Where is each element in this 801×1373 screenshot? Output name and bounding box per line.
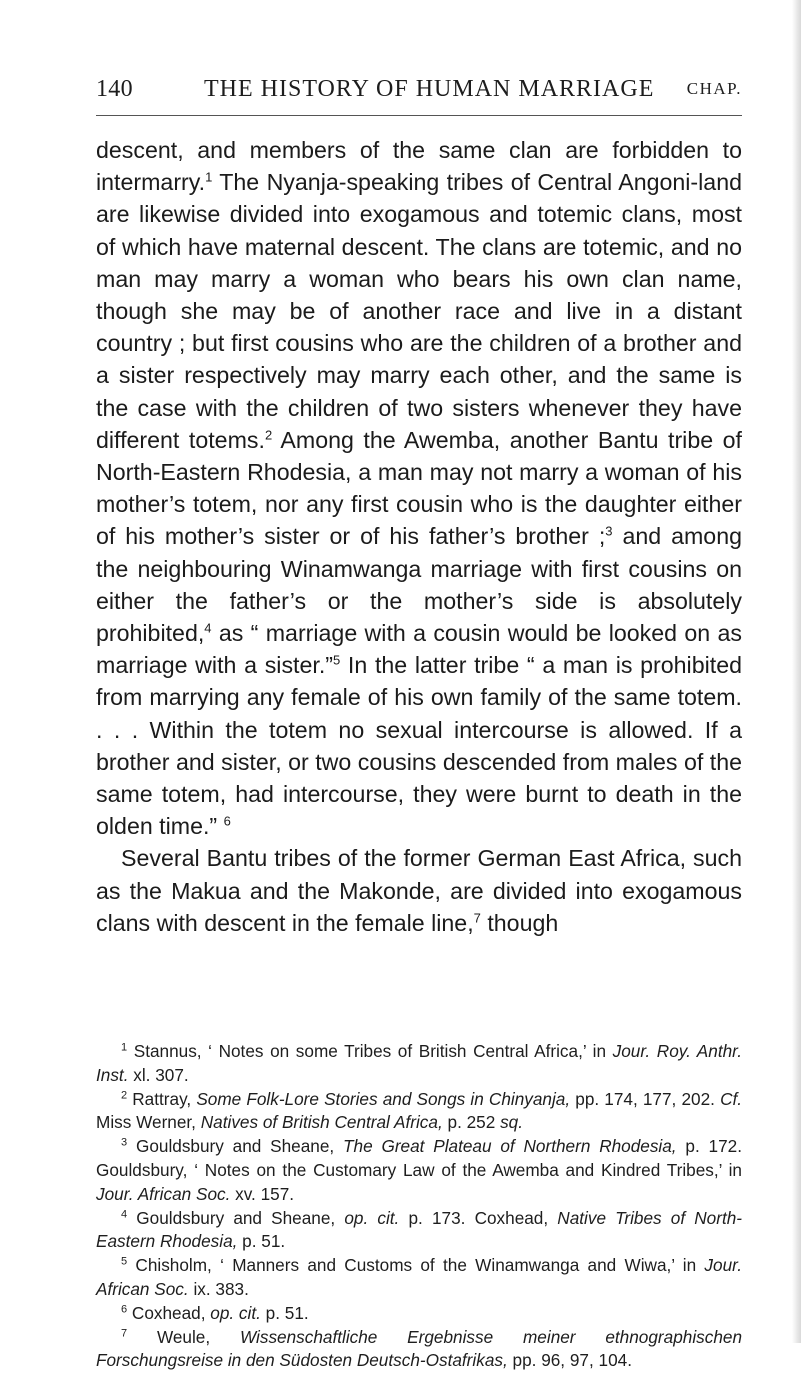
footnote-number: 4 xyxy=(121,1207,128,1220)
text-run: Weule, xyxy=(156,1326,240,1347)
footnote xyxy=(96,1326,742,1373)
page-number: 140 xyxy=(96,76,133,102)
running-header xyxy=(96,76,742,106)
text-run: Rattray, xyxy=(132,1088,197,1109)
footnote-number: 5 xyxy=(121,1255,128,1268)
footnote-ref: 4 xyxy=(204,620,212,636)
footnote-number: 7 xyxy=(121,1326,128,1339)
text-run: pp. 174, 177, 202. xyxy=(570,1088,721,1109)
italic-text: sq. xyxy=(500,1112,524,1133)
text-run: p. 173. Coxhead, xyxy=(399,1207,558,1228)
italic-text: Some Folk-Lore Stories and Songs in Chinyanja, xyxy=(196,1088,571,1109)
text-run: The Nyanja-speaking tribes of Central Angoni-land are likewise divided into exogamous and totemic clans, most of which have maternal descent. The clans are totemic, and no man may marry a woman who bears his own clan name, though she may be of another race and live in a distant country ; but first cousins who are the children of a brother and a sister respectively may marry each other, and the same is the case with the children of two sisters whenever they have different totems. xyxy=(96,169,742,453)
text-run: In the latter tribe “ a man is prohibited from marrying any female of his own family of the same totem. . . . Within the totem no sexual intercourse is allowed. If a brother and sister, or two cousins descended from males of the same totem, had intercourse, they were burnt to death in the olden time.” xyxy=(96,652,742,840)
text-run: Among the Awemba, another Bantu tribe of North-Eastern Rhodesia, a man may not marry a woman of his mother’s totem, nor any first cousin who is the daughter either of his mother’s sister or of his father’s brother ; xyxy=(96,426,742,550)
text-run: Chisholm, ‘ Manners and Customs of the Winamwanga and Wiwa,’ in xyxy=(135,1255,705,1276)
footnote xyxy=(96,1302,742,1326)
footnote-ref: 6 xyxy=(223,813,231,829)
footnote-ref: 7 xyxy=(473,910,481,926)
italic-text: op. cit. xyxy=(344,1207,400,1228)
text-run: Several Bantu tribes of the former German East Africa, such as the Makua and the Makonde, are divided into exogamous clans with descent in the female line, xyxy=(96,845,742,936)
footnote xyxy=(96,1135,742,1206)
text-run: ix. 383. xyxy=(188,1278,249,1299)
footnote xyxy=(96,1040,742,1088)
footnote-number: 6 xyxy=(121,1303,128,1316)
text-run: p. 252 xyxy=(442,1112,501,1133)
italic-text: The Great Plateau of Northern Rhodesia, xyxy=(343,1136,677,1157)
text-run: Gouldsbury and Sheane, xyxy=(135,1136,344,1157)
footnote-ref: 2 xyxy=(264,427,273,443)
footnote-ref: 5 xyxy=(332,652,341,668)
running-title: THE HISTORY OF HUMAN MARRIAGE xyxy=(204,76,655,102)
italic-text: Jour. African Soc. xyxy=(96,1255,742,1299)
footnotes xyxy=(96,1040,742,1373)
footnote-ref: 3 xyxy=(605,523,613,539)
chapter-abbrev: CHAP. xyxy=(686,79,742,98)
text-run: descent, and members of the same clan are forbidden to intermarry. xyxy=(96,137,742,196)
text-run: pp. 96, 97, 104. xyxy=(507,1350,632,1371)
text-run: and among the neighbouring Winamwanga marriage with first cousins on either the father’s or the mother’s side is absolutely prohibited, xyxy=(96,523,742,647)
paragraph xyxy=(96,134,742,842)
footnote xyxy=(96,1088,742,1136)
page-edge-shadow xyxy=(792,0,801,1343)
text-run: p. 51. xyxy=(237,1231,286,1252)
text-run: Coxhead, xyxy=(131,1302,211,1323)
italic-text: Jour. Roy. Anthr. Inst. xyxy=(96,1041,743,1085)
footnote-number: 2 xyxy=(121,1088,128,1101)
header-rule xyxy=(96,115,742,116)
italic-text: Native Tribes of North-Eastern Rhodesia, xyxy=(96,1207,743,1252)
text-run: Miss Werner, xyxy=(96,1112,201,1133)
text-run: xl. 307. xyxy=(128,1064,189,1085)
italic-text: Natives of British Central Africa, xyxy=(200,1112,443,1133)
footnote xyxy=(96,1254,742,1302)
text-run: p. 172. Gouldsbury, ‘ Notes on the Customary Law of the Awemba and Kindred Tribes,’ in xyxy=(96,1136,743,1180)
text-run: p. 51. xyxy=(260,1302,309,1323)
italic-text: Jour. African Soc. xyxy=(96,1183,231,1204)
text-run: Stannus, ‘ Notes on some Tribes of British Central Africa,’ in xyxy=(133,1041,613,1061)
text-run: Gouldsbury and Sheane, xyxy=(136,1207,345,1228)
italic-text: Cf. xyxy=(720,1088,743,1109)
paragraph xyxy=(96,842,742,939)
body-text xyxy=(96,134,742,939)
footnote xyxy=(96,1207,742,1255)
footnote-number: 3 xyxy=(121,1136,128,1149)
footnote-ref: 1 xyxy=(205,169,213,185)
footnote-number: 1 xyxy=(121,1041,128,1054)
italic-text: op. cit. xyxy=(210,1302,261,1323)
italic-text: Wissenschaftliche Ergebnisse meiner ethnographischen Forschungsreise in den Südosten Deutsch-Ostafrikas, xyxy=(96,1326,743,1371)
text-run: xv. 157. xyxy=(230,1183,295,1204)
text-run: though xyxy=(480,909,559,936)
text-run: as “ marriage with a cousin would be looked on as marriage with a sister.” xyxy=(96,620,742,679)
